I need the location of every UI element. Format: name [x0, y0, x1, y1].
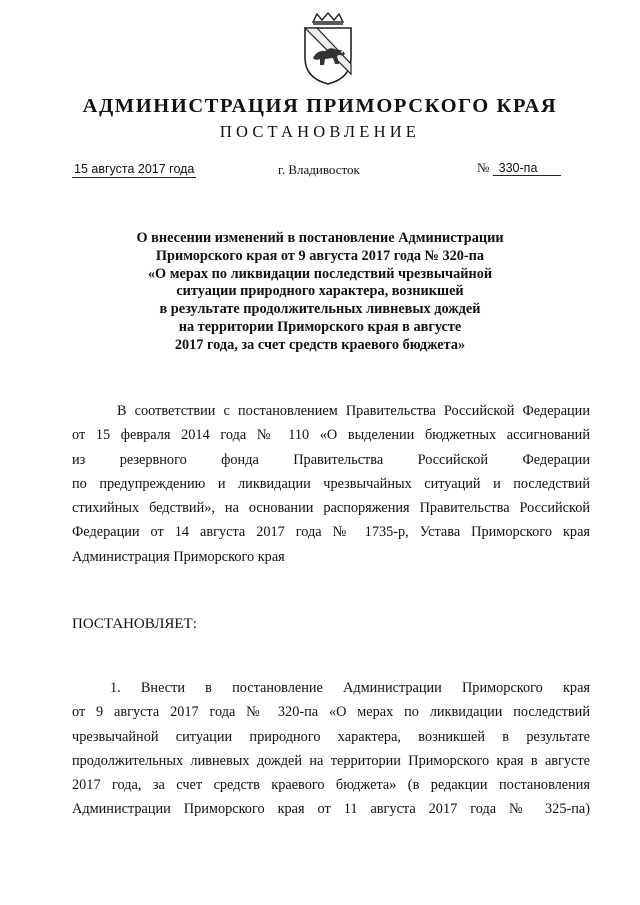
- organization-title: АДМИНИСТРАЦИЯ ПРИМОРСКОГО КРАЯ: [82, 95, 558, 117]
- document-city: г. Владивосток: [278, 162, 360, 177]
- paragraph-line: В соответствии с постановлением Правительства Российской Федерации: [117, 403, 590, 419]
- paragraph-line: по предупреждению и ликвидации чрезвычайных ситуаций и последствий: [72, 475, 590, 492]
- paragraph-line: от 15 февраля 2014 года № 110 «О выделении бюджетных ассигнований: [72, 427, 590, 444]
- paragraph-line: из резервного фонда Правительства Российской Федерации: [72, 451, 590, 468]
- resolves-heading: ПОСТАНОВЛЯЕТ:: [72, 616, 197, 632]
- paragraph-line: Администрации Приморского края от 11 августа 2017 года № 325-па): [72, 801, 590, 818]
- paragraph-line: Администрация Приморского края: [72, 548, 285, 565]
- document-number: [477, 160, 561, 176]
- subject-line: на территории Приморского края в августе: [178, 318, 462, 335]
- document-type: ПОСТАНОВЛЕНИЕ: [219, 122, 421, 141]
- subject-line: «О мерах по ликвидации последствий чрезвычайной: [147, 265, 493, 282]
- paragraph-line: 2017 года, за счет средств краевого бюджета» (в редакции постановления: [72, 777, 590, 794]
- document-date-value: 15 августа 2017 года: [74, 162, 195, 176]
- document-subject: [70, 230, 570, 355]
- subject-line: 2017 года, за счет средств краевого бюджета»: [174, 336, 466, 353]
- paragraph-line: стихийных бедствий», на основании распоряжения Правительства Российской: [72, 500, 590, 517]
- paragraph-line: Федерации от 14 августа 2017 года № 1735-р, Устава Приморского края: [72, 524, 590, 541]
- subject-line: О внесении изменений в постановление Администрации: [136, 230, 504, 246]
- paragraph-line: продолжительных ливневых дождей на территории Приморского края в августе: [72, 752, 590, 769]
- subject-line: в результате продолжительных ливневых дождей: [159, 301, 481, 318]
- coat-of-arms-emblem: [293, 12, 363, 86]
- clause-paragraph: [72, 676, 590, 822]
- paragraph-line: 1. Внести в постановление Администрации Приморского края: [110, 680, 590, 696]
- subject-line: Приморского края от 9 августа 2017 года № 320-па: [155, 247, 485, 264]
- document-number-label: №: [477, 160, 490, 175]
- paragraph-line: чрезвычайной ситуации природного характера, возникшей в результате: [72, 728, 590, 745]
- document-date: [72, 162, 196, 176]
- preamble-paragraph: [72, 399, 590, 569]
- document-number-value: 330-па: [493, 161, 561, 176]
- subject-line: ситуации природного характера, возникшей: [176, 283, 464, 300]
- paragraph-line: от 9 августа 2017 года № 320-па «О мерах по ликвидации последствий: [72, 704, 590, 721]
